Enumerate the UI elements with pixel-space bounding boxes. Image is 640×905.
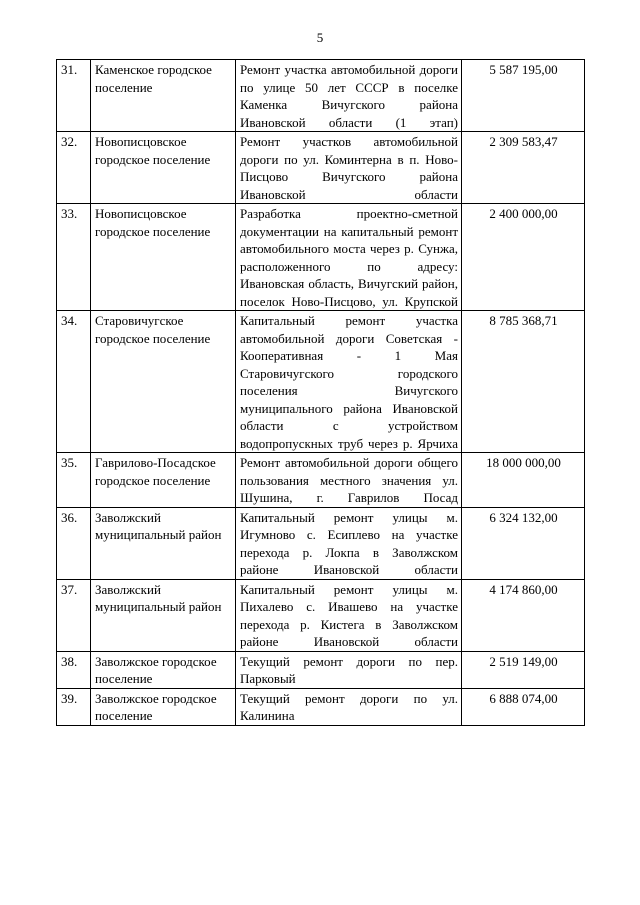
row-description: Разработка проектно-сметной документации на капитальный ремонт автомобильного моста через р. Сунжа, расположенного по адресу: Ивановская область, Вичугский район, поселок Ново-Писцово, ул. Крупской <box>236 204 462 311</box>
row-description: Капитальный ремонт улицы м. Игумново с. Есиплево на участке перехода р. Локпа в Заволжском районе Ивановской области <box>236 507 462 579</box>
row-amount: 5 587 195,00 <box>462 60 585 132</box>
row-number: 36. <box>57 507 91 579</box>
row-organization: Старовичугское городское поселение <box>91 311 236 453</box>
row-amount: 2 519 149,00 <box>462 651 585 688</box>
table-row <box>57 132 585 204</box>
table-row <box>57 311 585 453</box>
row-organization: Заволжское городское поселение <box>91 651 236 688</box>
table-row <box>57 579 585 651</box>
row-description: Ремонт участка автомобильной дороги по улице 50 лет СССР в поселке Каменка Вичугского района Ивановской области (1 этап) <box>236 60 462 132</box>
row-amount: 2 400 000,00 <box>462 204 585 311</box>
row-organization: Заволжский муниципальный район <box>91 507 236 579</box>
row-organization: Заволжский муниципальный район <box>91 579 236 651</box>
row-organization: Каменское городское поселение <box>91 60 236 132</box>
row-organization: Гаврилово-Посадское городское поселение <box>91 453 236 508</box>
row-number: 31. <box>57 60 91 132</box>
row-description: Текущий ремонт дороги по ул. Калинина <box>236 688 462 725</box>
row-number: 32. <box>57 132 91 204</box>
table-row <box>57 60 585 132</box>
row-amount: 18 000 000,00 <box>462 453 585 508</box>
table-row <box>57 688 585 725</box>
row-number: 39. <box>57 688 91 725</box>
row-description: Текущий ремонт дороги по пер. Парковый <box>236 651 462 688</box>
row-amount: 6 324 132,00 <box>462 507 585 579</box>
row-number: 37. <box>57 579 91 651</box>
row-amount: 4 174 860,00 <box>462 579 585 651</box>
table-row <box>57 453 585 508</box>
row-amount: 8 785 368,71 <box>462 311 585 453</box>
row-description: Ремонт участков автомобильной дороги по ул. Коминтерна в п. Ново-Писцово Вичугского района Ивановской области <box>236 132 462 204</box>
row-organization: Новописцовское городское поселение <box>91 204 236 311</box>
table-row <box>57 651 585 688</box>
table-row <box>57 507 585 579</box>
row-number: 34. <box>57 311 91 453</box>
row-description: Ремонт автомобильной дороги общего пользования местного значения ул. Шушина, г. Гаврилов Посад <box>236 453 462 508</box>
projects-table-body <box>57 60 585 726</box>
row-organization: Новописцовское городское поселение <box>91 132 236 204</box>
row-number: 33. <box>57 204 91 311</box>
row-organization: Заволжское городское поселение <box>91 688 236 725</box>
row-amount: 6 888 074,00 <box>462 688 585 725</box>
row-description: Капитальный ремонт участка автомобильной дороги Советская - Кооперативная - 1 Мая Старовичугского городского поселения Вичугского муниципального района Ивановской области с устройством водопропускных труб через р. Ярчиха <box>236 311 462 453</box>
row-amount: 2 309 583,47 <box>462 132 585 204</box>
projects-table <box>56 59 585 726</box>
table-row <box>57 204 585 311</box>
page-number: 5 <box>316 30 324 45</box>
row-number: 35. <box>57 453 91 508</box>
row-number: 38. <box>57 651 91 688</box>
row-description: Капитальный ремонт улицы м. Пихалево с. Ивашево на участке перехода р. Кистега в Заволжском районе Ивановской области <box>236 579 462 651</box>
